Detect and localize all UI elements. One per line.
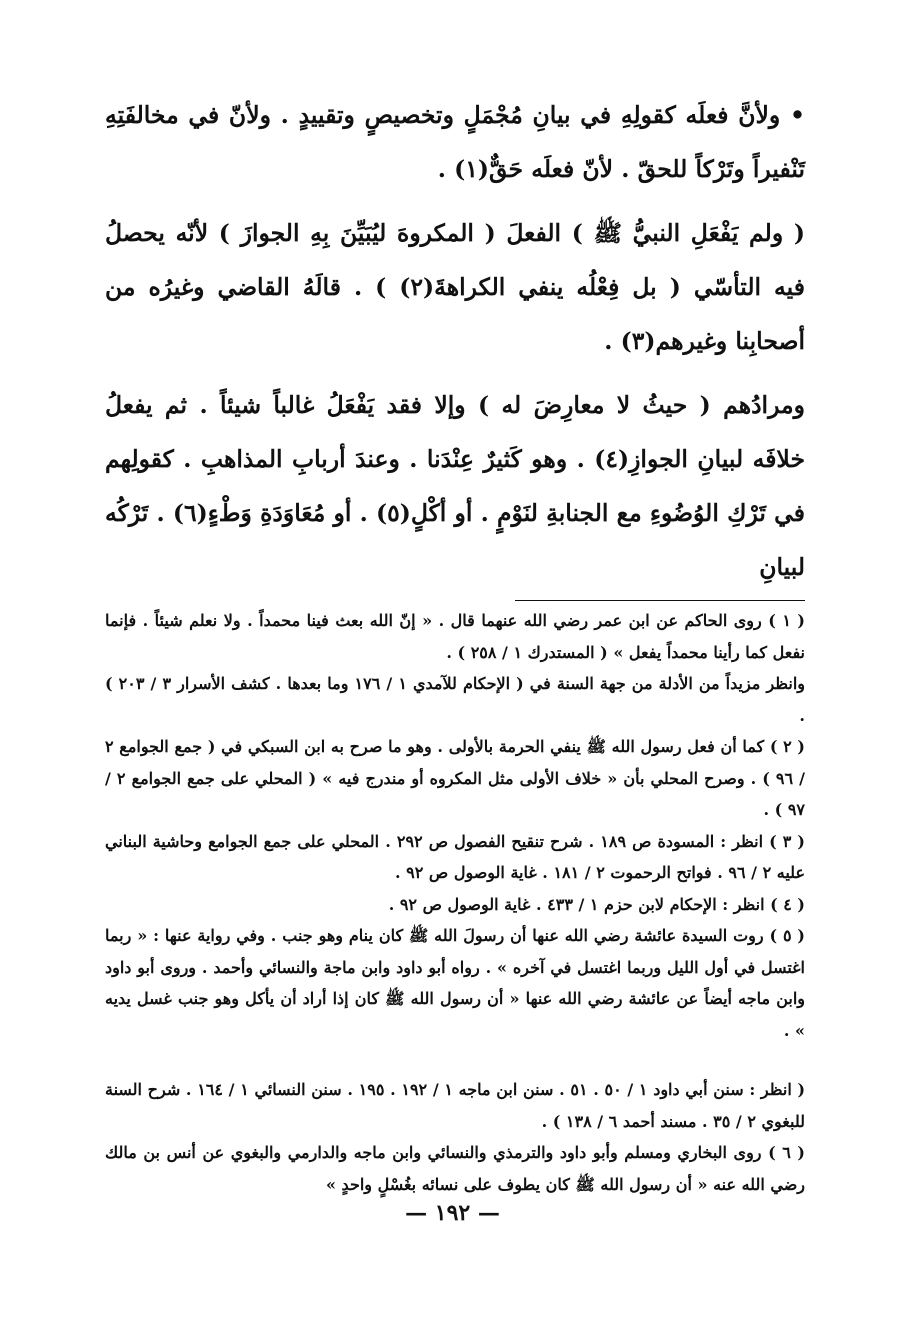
footnote-3: ( ٣ ) انظر : المسودة ص ١٨٩ . شرح تنقيح الفصول ص ٢٩٢ . المحلي على جمع الجوامع وحاشية البناني عليه ٢ / ٩٦ . فواتح الرحموت ٢ / ١٨١ . غاية الوصول ص ٩٢ . — [105, 831, 806, 882]
main-paragraph-2: ( ولم يَفْعَلِ النبيُّ ﷺ ) الفعلَ ( المكروهَ ليُبَيِّنَ بِهِ الجوازَ ) لأنّه يحصلُ فيه التأسّي ( بل فِعْلُه ينفي الكراهةَ(٢) ) . قالَهُ القاضي وغيرُه من أصحابِنا وغيرهم(٣) . — [105, 219, 805, 355]
page-number: — ١٩٢ — — [405, 1200, 500, 1226]
footnote-5-references: ( انظر : سنن أبي داود ١ / ٥٠ . ٥١ . سنن ابن ماجه ١ / ١٩٢ . ١٩٥ . سنن النسائي ١ / ١٦٤ . شرح السنة للبغوي ٢ / ٣٥ . مسند أحمد ٦ / ١٣٨ ) . — [105, 1080, 806, 1131]
page-body — [105, 88, 805, 1200]
footnote-4: ( ٤ ) انظر : الإحكام لابن حزم ١ / ٤٣٣ . غاية الوصول ص ٩٢ . — [388, 894, 805, 914]
footnote-1: ( ١ ) روى الحاكم عن ابن عمر رضي الله عنهما قال . « إنّ الله بعث فينا محمداً . ولا نعلم شيئاً . فإنما نفعل كما رأينا محمداً يفعل » ( المستدرك ١ / ٢٥٨ ) . — [105, 611, 805, 662]
main-text — [105, 88, 805, 594]
footnote-6: ( ٦ ) روى البخاري ومسلم وأبو داود والترمذي والنسائي وابن ماجه والدارمي والبغوي عن أنس بن مالك رضي الله عنه « أن رسول الله ﷺ كان يطوف على نسائه بغُسْلٍ واحدٍ » — [105, 1143, 806, 1194]
footnote-5: ( ٥ ) روت السيدة عائشة رضي الله عنها أن رسولَ الله ﷺ كان ينام وهو جنب . وفي رواية عنها : « ربما اغتسل في أول الليل وربما اغتسل في آخره » . رواه أبو داود وابن ماجة والنسائي وأحمد . وروى أبو داود وابن ماجه أيضاً عن عائشة رضي الله عنها « أن رسول الله ﷺ كان إذا أراد أن يأكل وهو جنب غسل يديه » . — [105, 926, 806, 1040]
footnotes — [105, 605, 805, 1200]
main-paragraph-1: • ولأنَّ فعلَه كقولِهِ في بيانِ مُجْمَلٍ وتخصيصٍ وتقييدٍ . ولأنّ في مخالفَتِهِ تَنْفيراً وتَرْكاً للحقّ . لأنّ فعلَه حَقٌّ(١) . — [105, 101, 805, 183]
footnote-separator — [515, 600, 805, 601]
footnote-2: ( ٢ ) كما أن فعل رسول الله ﷺ ينفي الحرمة بالأولى . وهو ما صرح به ابن السبكي في ( جمع الجوامع ٢ / ٩٦ ) . وصرح المحلي بأن « خلاف الأولى مثل المكروه أو مندرج فيه » ( المحلي على جمع الجوامع ٢ / ٩٧ ) . — [105, 737, 806, 819]
main-paragraph-3: ومرادُهم ( حيثُ لا معارِضَ له ) وإلا فقد يَفْعَلُ غالباً شيئاً . ثم يفعلُ خلافَه لبيانِ الجوازِ(٤) . وهو كَثيرٌ عِنْدَنا . وعندَ أربابِ المذاهبِ . كقولِهم في تَرْكِ الوُضُوءِ مع الجنابةِ لنَوْمٍ . أو أكْلٍ(٥) . أو مُعَاوَدَةِ وَطْءٍ(٦) . تَرْكُه لبيانِ — [105, 391, 805, 581]
footnote-1-continued: وانظر مزيداً من الأدلة من جهة السنة في ( الإحكام للآمدي ١ / ١٧٦ وما بعدها . كشف الأسرار ٣ / ٢٠٣ ) . — [105, 674, 806, 725]
